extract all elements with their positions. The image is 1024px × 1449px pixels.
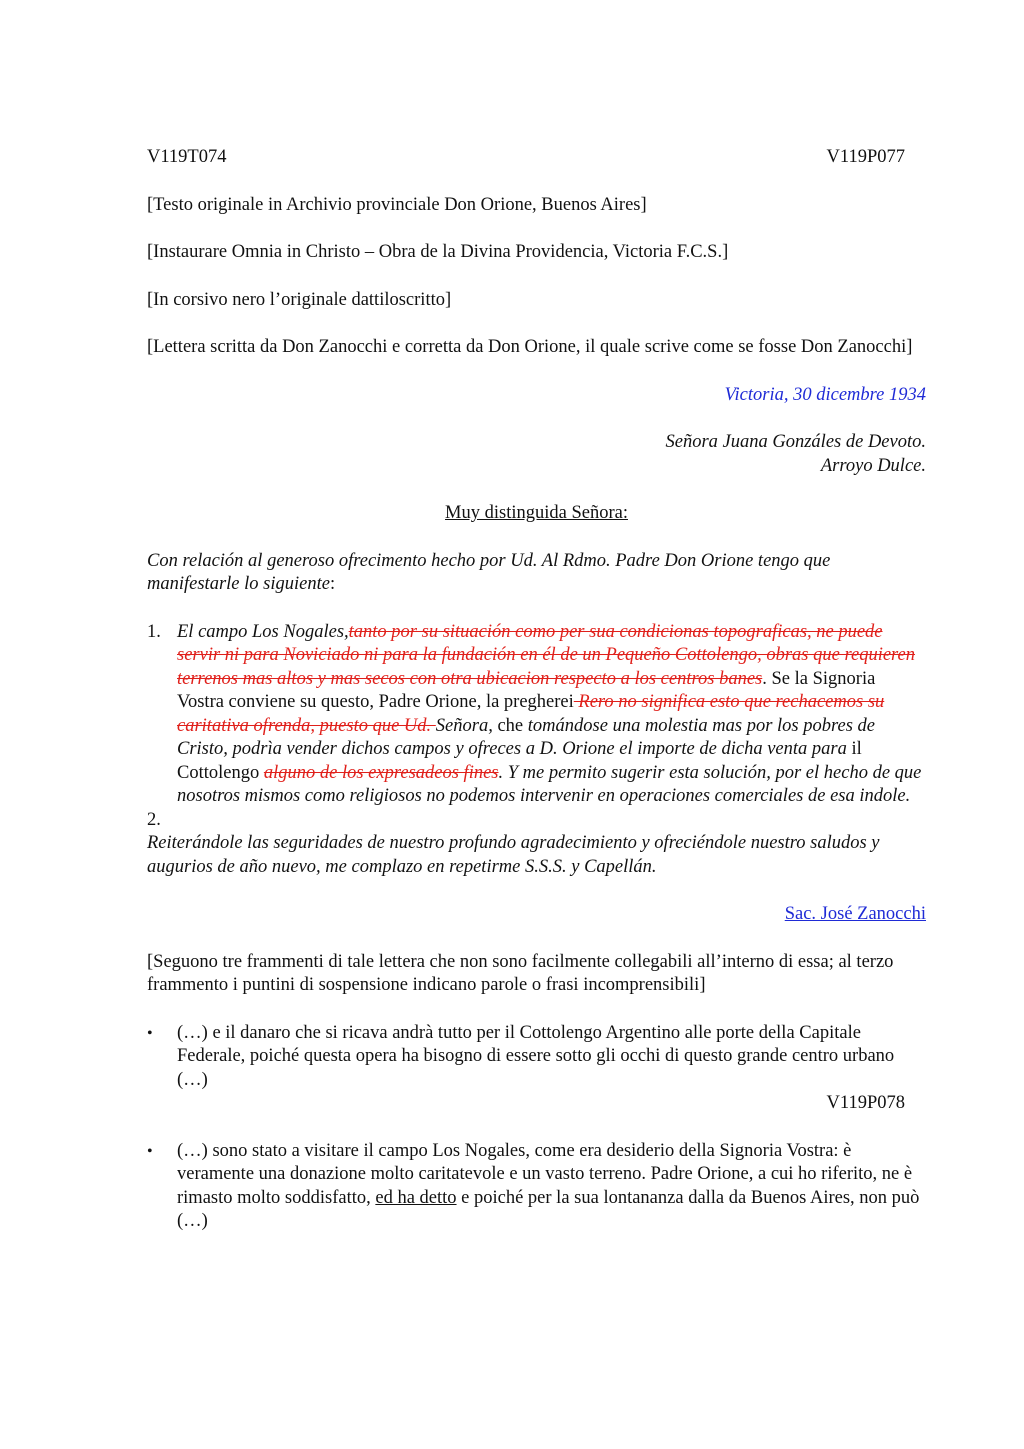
list-item-2 xyxy=(147,809,926,833)
underlined-text: ed ha detto xyxy=(375,1187,457,1208)
correction-text: che xyxy=(492,715,528,736)
page-reference: V119P078 xyxy=(826,1093,905,1113)
signature xyxy=(147,903,926,927)
authorship-note: [Lettera scritta da Don Zanocchi e corretta da Don Orione, il quale scrive come se fosse Don Zanocchi] xyxy=(147,337,913,357)
fragment-1-text: (…) e il danaro che si ricava andrà tutto per il Cottolengo Argentino alle porte della Capitale Federale, poiché questa opera ha bisogno di essere sotto gli occhi di questo grande centro urbano (…) xyxy=(177,1022,895,1090)
intro-text: Con relación al generoso ofrecimento hecho por Ud. Al Rdmo. Padre Don Orione tengo que manifestarle lo siguiente xyxy=(147,550,831,594)
item-text-segment: tomándose una molestia mas por los pobres de Cristo, podrìa vender dichos campos y ofreces a D. Orione el importe de dicha venta para xyxy=(177,715,875,759)
fragment-text-segment: e poiché per la sua lontananza dalla da Buenos Aires, non può (…) xyxy=(177,1187,920,1231)
item-text-segment: El campo Los Nogales, xyxy=(177,621,349,642)
signature-name: Sac. José Zanocchi xyxy=(784,904,926,924)
item-number: 1. xyxy=(147,621,161,642)
fragment-text-segment: (…) sono stato a visitare il campo Los Nogales, come era desiderio della Signoria Vostra: è veramente una donazione molto caritatevole e un vasto terreno. Padre Orione, a cui ho riferito, ne è rimasto molto soddisfatto, xyxy=(177,1140,913,1208)
recipient-place: Arroyo Dulce. xyxy=(820,455,926,476)
correction-text: il Cottolengo xyxy=(177,739,862,783)
deleted-text: tanto por su situación como per sua condicionas topograficas, ne puede servir ni para Noviciado ni para la fundación en él de un Pequeño Cottolengo, obras que requieren terrenos mas altos y mas secos con otra ubicacion respecto a los centros banes xyxy=(177,621,916,689)
correction-text: . Se la Signoria Vostra conviene su questo, Padre Orione, la pregherei xyxy=(177,668,876,712)
item-text-segment: Señora, xyxy=(435,715,493,736)
item-number: 2. xyxy=(147,809,161,830)
fragment-2-text xyxy=(177,1140,926,1234)
place-date: Victoria, 30 dicembre 1934 xyxy=(724,384,926,405)
bullet-icon: • xyxy=(147,1142,153,1160)
fragments-note: [Seguono tre frammenti di tale lettera che non sono facilmente collegabili all’interno di essa; al terzo frammento i puntini di sospensione indicano parole o frasi incomprensibili] xyxy=(147,951,894,995)
item-text-segment: . Y me permito sugerir esta solución, por el hecho de que nosotros mismos como religiosos no podemos intervenir en operaciones comerciales de esa indole. xyxy=(177,762,922,806)
deleted-text: alguno de los expresadeos fines xyxy=(263,762,499,783)
intro-colon: : xyxy=(329,574,336,594)
intro-paragraph xyxy=(147,550,926,597)
italic-note: [In corsivo nero l’originale dattiloscritto] xyxy=(147,289,452,310)
document-code: V119T074 xyxy=(147,147,227,167)
fragment-item-2 xyxy=(147,1140,926,1234)
salutation-text: Muy distinguida Señora: xyxy=(445,503,628,523)
closing-paragraph: Reiterándole las seguridades de nuestro profundo agradecimiento y ofreciéndole nuestro saludos y augurios de año nuevo, me complazo en repetirme S.S.S. y Capellán. xyxy=(147,833,880,877)
recipient xyxy=(147,431,926,478)
salutation xyxy=(147,502,926,526)
list-item-1 xyxy=(147,621,926,809)
document-page xyxy=(147,146,926,1234)
bullet-icon: • xyxy=(147,1024,153,1042)
deleted-text: Rero no significa esto que rechacemos su caritativa ofrenda, puesto que Ud. xyxy=(177,692,885,736)
archive-note: [Testo originale in Archivio provinciale Don Orione, Buenos Aires] xyxy=(147,194,647,215)
header-codes xyxy=(147,146,926,170)
letterhead-note: [Instaurare Omnia in Christo – Obra de la Divina Providencia, Victoria F.C.S.] xyxy=(147,242,729,262)
page-code: V119P077 xyxy=(826,147,905,167)
recipient-name: Señora Juana Gonzáles de Devoto. xyxy=(665,432,926,452)
fragment-item-1 xyxy=(147,1022,926,1093)
item-1-text xyxy=(177,621,926,809)
